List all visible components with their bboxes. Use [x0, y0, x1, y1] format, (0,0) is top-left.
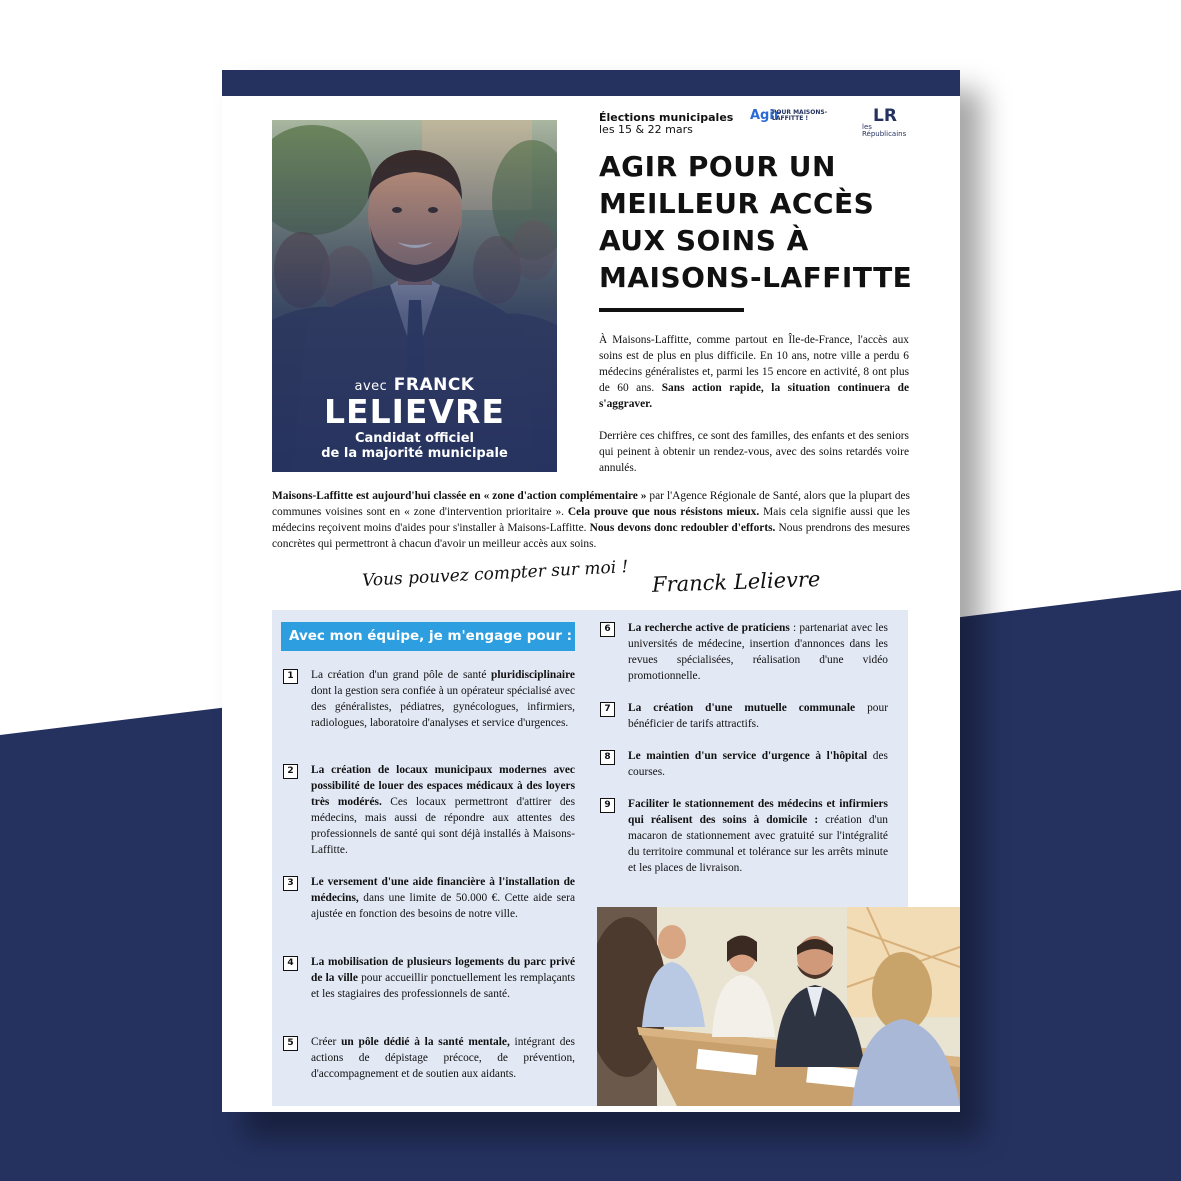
context-paragraph: Maisons-Laffitte est aujourd'hui classée en « zone d'action complémentaire » par l'Agence Régionale de Santé, alors que la plupart des communes voisines sont en « zone d'intervention prioritaire ». Cela prouve que nous résistons mieux. Mais cela signifie aussi que les médecins reçoivent moins d'aides pour s'installer à Maisons-Laffitte. Nous devons donc redoubler d'efforts. Nous prendrons des mesures concrètes qui permettront à chacun d'avoir un meilleur accès aux soins. [272, 490, 910, 550]
intro-paragraph-1: À Maisons-Laffitte, comme partout en Île-de-France, l'accès aux soins est de plus en plus difficile. En 10 ans, notre ville a perdu 6 médecins généralistes et, parmi les 15 encore en activité, 8 ont plus de 60 ans. Sans action rapide, la situation continuera de s'aggraver. [599, 334, 910, 410]
team-meeting-photo [597, 907, 960, 1106]
lr-mark: LR [873, 106, 897, 126]
flyer-top-bar [222, 70, 960, 96]
intro-paragraph-2: Derrière ces chiffres, ce sont des familles, des enfants et des seniors qui peinent à obtenir un rendez-vous, avec des soins retardés voire annulés. [599, 430, 909, 474]
les-republicains-logo: LR les Républicains [862, 106, 907, 138]
meeting-illustration [597, 907, 960, 1106]
headline-divider [599, 308, 744, 312]
signature: Franck Lelievre [651, 567, 821, 597]
election-info: Élections municipales les 15 & 22 mars [599, 111, 734, 136]
motto-handwritten: Vous pouvez compter sur moi ! [361, 557, 629, 591]
agir-logo: Agir POUR MAISONS-LAFFITTE ! [750, 108, 828, 123]
intro-text [599, 332, 909, 492]
flyer-page: avec FRANCK LELIEVRE Candidat officiel de la majorité municipale Élections municipales les 15 & 22 mars Agir POUR MAISONS-LAFFITTE ! LR les Républicains AGIR POUR UN MEILLEUR ACCÈS AUX SOINS À MAISONS-LAFFITTE À Maisons-Laffitte, comme partout en Île-de-France, l'accès aux soins est de plus en plus difficile. En 10 ans, notre ville a perdu 6 médecins généralistes et, parmi les 15 encore en activité, 8 ont plus de 60 ans. Sans action rapide, la situation continuera de s'aggraver. Derrière ces chiffres, ce sont des familles, des enfants et des seniors qui peinent à obtenir un rendez-vous, avec des soins retardés voire annulés. Maisons-Laffitte est aujourd'hui classée en « zone d'action complémentaire » par l'Agence Régionale de Santé, alors que la plupart des communes voisines sont en « zone d'intervention prioritaire ». Cela prouve que nous résistons mieux. Mais cela signifie aussi que les médecins reçoivent moins d'aides pour s'installer à Maisons-Laffitte. Nous devons donc redoubler d'efforts. Nous prendrons des mesures concrètes qui permettront à chacun d'avoir un meilleur accès aux soins. Vous pouvez compter sur moi ! Franck Lelievre Avec mon équipe, je m'engage pour : 1 La création d'un grand pôle de santé pluridisciplinaire dont la gestion sera confiée à un opérateur spécialisé avec des généralistes, pédiatres, gynécologues, infirmiers, radiologues, laboratoire d'analyses et service d'urgences. 2 La création de locaux municipaux modernes avec possibilité de louer des espaces médicaux à des loyers très modérés. Ces locaux permettront d'attirer des médecins, mais aussi de répondre aux attentes des professionnels de santé qui sont déjà installés à Maisons-Laffitte. 3 Le versement d'une aide financière à l'installation de médecins, dans une limite de 50.000 €. Cette aide sera ajustée en fonction des besoins de notre ville. 4 La mobilisation de plusieurs logements du parc privé de la ville pour accueillir ponctuellement les remplaçants et les stagiaires des professionnels de santé. 5 Créer un pôle dédié à la santé mentale, intégrant des actions de dépistage précoce, de prévention, d'accompagnement et de soutien aux aidants. 6 La recherche active de praticiens : partenariat avec les universités de médecine, insertion d'annonces dans les revues spécialisées, réalisation d'une vidéo promotionnelle. 7 La création d'une mutuelle communale pour bénéficier de tarifs attractifs. 8 Le maintien d'un service d'urgence à l'hôpital des courses. 9 Faciliter le stationnement des médecins et infirmiers qui réalisent des soins à domicile : création d'un macaron de stationnement avec gratuité sur l'intégralité du territoire communal et tolérance sur les arrêts minute et les places de livraison. [222, 70, 960, 1112]
headline: AGIR POUR UN MEILLEUR ACCÈS AUX SOINS À MAISONS-LAFFITTE [599, 150, 913, 294]
commitments-heading: Avec mon équipe, je m'engage pour : [281, 622, 575, 651]
candidate-portrait [272, 120, 557, 472]
candidate-role: Candidat officiel de la majorité municipale [321, 431, 508, 461]
candidate-first-name: avec FRANCK [354, 375, 475, 395]
candidate-last-name: LELIEVRE [324, 392, 505, 431]
